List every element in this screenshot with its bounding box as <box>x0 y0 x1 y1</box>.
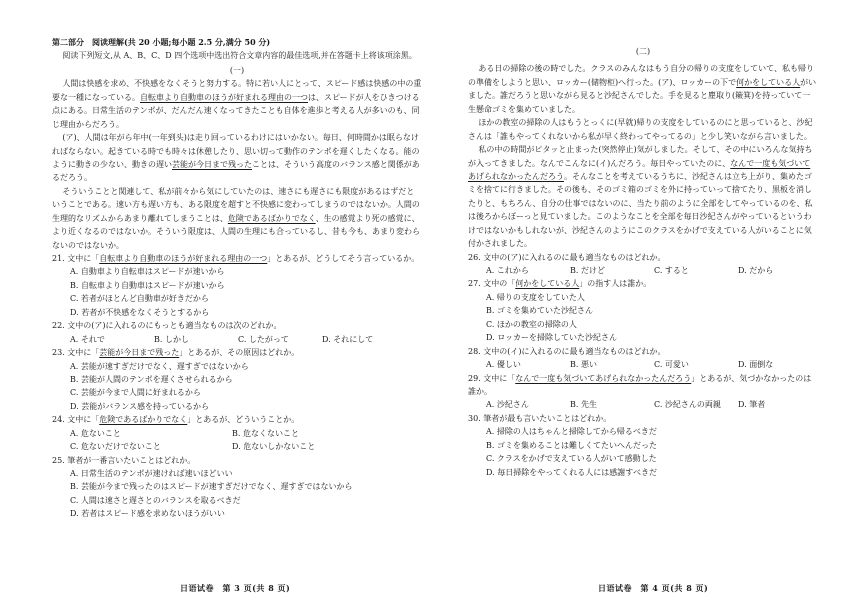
answer-option: C. 可愛い <box>654 360 689 370</box>
answer-options <box>52 333 422 346</box>
answer-option: C. 沙紀さんの両親 <box>654 400 721 410</box>
section-title: 第二部分 阅读理解(共 20 小题;每小题 2.5 分,满分 50 分) <box>52 37 271 47</box>
question-stem <box>52 252 422 265</box>
answer-option: C. したがって <box>238 334 289 344</box>
text-run: 26. 文中の(ア)に入れるのに最も適当なものはどれか。 <box>468 252 666 262</box>
answer-option: D. 芸能がバランス感を持っているから <box>70 401 209 411</box>
text-run: 」とあるが、気づかなかったのは誰か。 <box>468 373 812 396</box>
question-stem <box>468 412 818 425</box>
underlined-phrase: 芸能が今日まで残った <box>172 159 252 169</box>
answer-option: B. ゴミを集めることは難しくてたいへんだった <box>486 440 657 450</box>
text-run: 27. 文中の「 <box>468 279 516 289</box>
text-run: 23. 文中に「 <box>52 348 100 358</box>
question-stem <box>52 454 422 467</box>
answer-option: A. 掃除の人はちゃんと掃除してから帰るべきだ <box>486 427 657 437</box>
text-run: 22. 文中の(ア)に入れるのにもっとも適当なものは次のどれか。 <box>52 321 282 331</box>
text-run: (ア)、人間は年がら年中(一年到头)は走り回っているわけにはいかない。毎日、何時間かは眠らなければならない。起きている時でも時々は休憩したり、思い切って動作のテンポを遅くしたくなる。能のように動きの少ない、動きの遅い <box>52 133 420 169</box>
passage-paragraph <box>468 143 818 251</box>
text-run: 人間は快感を求め、不快感をなくそうと努力する。特に若い人にとって、スピード感は快感の中の重要な一種になっている。 <box>52 79 422 102</box>
question <box>468 251 818 278</box>
question <box>468 345 818 372</box>
answer-options <box>468 398 818 411</box>
passage-paragraph <box>52 131 422 185</box>
answer-option: A. それで <box>70 334 105 344</box>
question <box>52 413 422 453</box>
text-run: 29. 文中に「 <box>468 373 516 383</box>
question <box>468 277 818 344</box>
answer-options <box>468 291 818 345</box>
answer-option: A. 帰りの支度をしていた人 <box>486 292 585 302</box>
underlined-phrase: 自転車より自動車のほうが好まれる理由の一つ <box>140 92 308 102</box>
answer-option: A. 優しい <box>486 360 521 370</box>
underlined-phrase: 芸能が今日まで残った <box>99 348 180 358</box>
answer-option: D. だから <box>738 266 774 275</box>
text-run: 24. 文中に「 <box>52 415 100 425</box>
answer-option: B. 自転車より自動車はスピードが速いから <box>70 280 225 290</box>
page-footer: 日语试卷 第 3 页(共 8 页) <box>180 583 291 593</box>
passage-number: (二) <box>635 47 651 56</box>
answer-option: D. 筆者 <box>738 400 766 410</box>
underlined-phrase: なんで一度も気づいてあげられなかったんだろう <box>515 373 692 383</box>
answer-option: D. ロッカーを掃除していた沙紀さん <box>486 333 618 343</box>
answer-option: B. ゴミを集めていた沙紀さん <box>486 306 593 316</box>
answer-option: C. 若者がほとんど自動車が好きだから <box>70 294 209 304</box>
answer-option: D. それにして <box>322 334 374 344</box>
question <box>468 372 818 412</box>
text-run: 、生の感覚より死の感覚に、より近くなるのではないか。そういう限度は、人間の生理にも合っているし、昔も今も、あまり変わらないのではないか。 <box>52 213 420 250</box>
text-run: そういうことと関連して、私が前々から気にしていたのは、速さにも遅さにも限度があるはずだということである。速い方も遅い方も、ある限度を超すと不快感に変わってしまうのではないか。人間の生理的なリズムからあまり離れてしまうことは、 <box>52 186 420 223</box>
answer-option: D. 危ないしかないこと <box>232 442 316 452</box>
text-run: ある日の掃除の後の時でした。クラスのみんなはもう自分の帰りの支度をしていて、私も帰りの準備をしようと思い、ロッカー(储物柜)へ行った。(ア)、ロッカーの下で <box>468 64 814 87</box>
answer-options <box>468 358 818 371</box>
answer-option: A. 沙紀さん <box>486 400 529 410</box>
passage-body <box>52 77 422 252</box>
answer-option: C. 芸能が今まで人間に好まれるから <box>70 388 201 398</box>
question-stem <box>52 346 422 359</box>
question <box>52 319 422 346</box>
answer-option: B. 悪い <box>570 360 597 370</box>
passage-paragraph <box>52 185 422 252</box>
underlined-phrase: 自転車より自動車のほうが好まれる理由の一つ <box>99 254 268 263</box>
underlined-phrase: 危険であるばかりでなく <box>99 415 188 425</box>
text-run: は、スピードが人をひきつける点にある。日常生活のテンポが、だんだん速くなってきたことも自体を進歩と考える人が多いのも、同じ理由からだろう。 <box>52 92 420 129</box>
answer-option: B. 芸能が人間のテンポを遅くさせられるから <box>70 374 233 384</box>
text-run: 」の指す人は誰か。 <box>579 279 652 289</box>
answer-option: A. これから <box>486 266 529 275</box>
answer-option: B. 芸能が今まで残ったのはスピードが速すぎだけでなく、遅すぎではないから <box>70 482 353 492</box>
underlined-phrase: なんで一度も気づいてあげられなかったんだろう <box>468 158 811 181</box>
answer-options <box>468 425 818 479</box>
answer-option: D. 毎日掃除をやってくれる人には感謝すべきだ <box>486 467 658 477</box>
answer-option: B. 危なくないこと <box>232 428 299 438</box>
text-run: ことは、そういう高度のバランス感と関係があるだろう。 <box>52 159 420 183</box>
left-page <box>52 36 422 521</box>
answer-option: D. 若者はスピード感を求めないほうがいい <box>70 509 225 519</box>
answer-option: C. 危ないだけでないこと <box>70 442 161 452</box>
answer-option: C. 人間は速さと遅さとのバランスを取るべきだ <box>70 495 241 505</box>
question-stem <box>468 251 818 264</box>
answer-options <box>468 264 818 277</box>
answer-option: B. 先生 <box>570 400 597 410</box>
text-run: 25. 筆者が一番言いたいことはどれか。 <box>52 455 196 465</box>
question-stem <box>468 277 818 290</box>
question <box>52 346 422 413</box>
question-list <box>468 251 818 479</box>
answer-options <box>52 467 422 521</box>
underlined-phrase: 何かをしている人 <box>515 279 580 289</box>
text-run: ほかの教室の掃除の人はもうとっくに(早就)帰りの支度をしているのにと思っていると、沙紀さんは「誰もやってくれないから私が早く終わってやってるの」と少し笑いながら言いました。 <box>468 118 813 141</box>
passage-body <box>468 62 818 250</box>
text-run: 21. 文中に「 <box>52 254 100 263</box>
answer-option: A. 危ないこと <box>70 428 121 438</box>
answer-options <box>52 427 422 454</box>
answer-options <box>52 265 422 319</box>
answer-option: A. 芸能が速すぎだけでなく、遅すぎではないから <box>70 361 249 371</box>
text-run: 。そんなことを考えているうちに、沙紀さんは立ち上がり、集めたゴミを捨てに行きました。その後も、そのゴミ箱のゴミを外に持っていって捨てたり、黒板を消したりと、もちろん、自分の仕事ではないのに、当たり前のように全部をしてやっているのを、私は後ろからぼーっと見ていました。このようなことを全部を毎日沙紀さんがやっているというわけではないかもしれないが、沙紀さんのようにこのクラスをかげで支えている人がいることに気付かされました。 <box>468 171 813 249</box>
passage-number: (一) <box>229 65 245 75</box>
question-stem <box>52 319 422 332</box>
question-stem <box>52 413 422 426</box>
passage-paragraph <box>52 77 422 131</box>
answer-option: A. 自動車より自転車はスピードが速いから <box>70 267 225 277</box>
answer-option: B. しかし <box>154 334 189 344</box>
passage-paragraph <box>468 116 818 143</box>
right-page <box>468 44 818 479</box>
text-run: がいました。誰だろうと思いながら見ると沙紀さんでした。手を見ると塵取り(簸箕)を持っていて一生懸命ゴミを集めていました。 <box>468 77 817 114</box>
passage-paragraph <box>468 62 818 116</box>
answer-option: D. 面倒な <box>738 360 774 370</box>
answer-options <box>52 360 422 414</box>
answer-option: C. すると <box>654 266 689 275</box>
underlined-phrase: 危険であるばかりでなく <box>227 213 316 223</box>
answer-option: B. だけど <box>570 266 605 275</box>
text-run: 30. 筆者が最も言いたいことはどれか。 <box>468 413 612 423</box>
page-footer: 日语试卷 第 4 页(共 8 页) <box>598 583 709 593</box>
answer-option: A. 日常生活のテンポが速ければ速いほどいい <box>70 469 233 478</box>
question-stem <box>468 345 818 358</box>
answer-option: C. クラスをかげで支えている人がいて感動した <box>486 454 657 464</box>
question <box>52 454 422 521</box>
question <box>468 412 818 479</box>
underlined-phrase: 何かをしている人 <box>736 77 801 87</box>
question-stem <box>468 372 818 399</box>
answer-option: C. ほかの教室の掃除の人 <box>486 319 577 329</box>
text-run: 28. 文中の(イ)に入れるのに最も適当なものはどれか。 <box>468 346 666 356</box>
question-list <box>52 252 422 521</box>
text-run: 」とあるが、どうしてそう言っているか。 <box>267 254 420 263</box>
answer-option: D. 若者が不快感をなくそうとするから <box>70 307 210 317</box>
section-instructions: 阅读下列短文,从 A、B、C、D 四个选项中选出符合文章内容的最佳选项,并在答题卡上将该项涂黑。 <box>62 51 417 61</box>
question <box>52 252 422 319</box>
text-run: 」とあるが、どういうことか。 <box>187 415 300 425</box>
text-run: 」とあるが、その原因はどれか。 <box>179 348 300 358</box>
text-run: 私の中の時間がピタッと止まった(突然停止)気がしました。そして、その中にいろんな気持ちが入ってきました。なんでこんなに(イ)んだろう。毎日やっていたのに、 <box>468 145 813 168</box>
